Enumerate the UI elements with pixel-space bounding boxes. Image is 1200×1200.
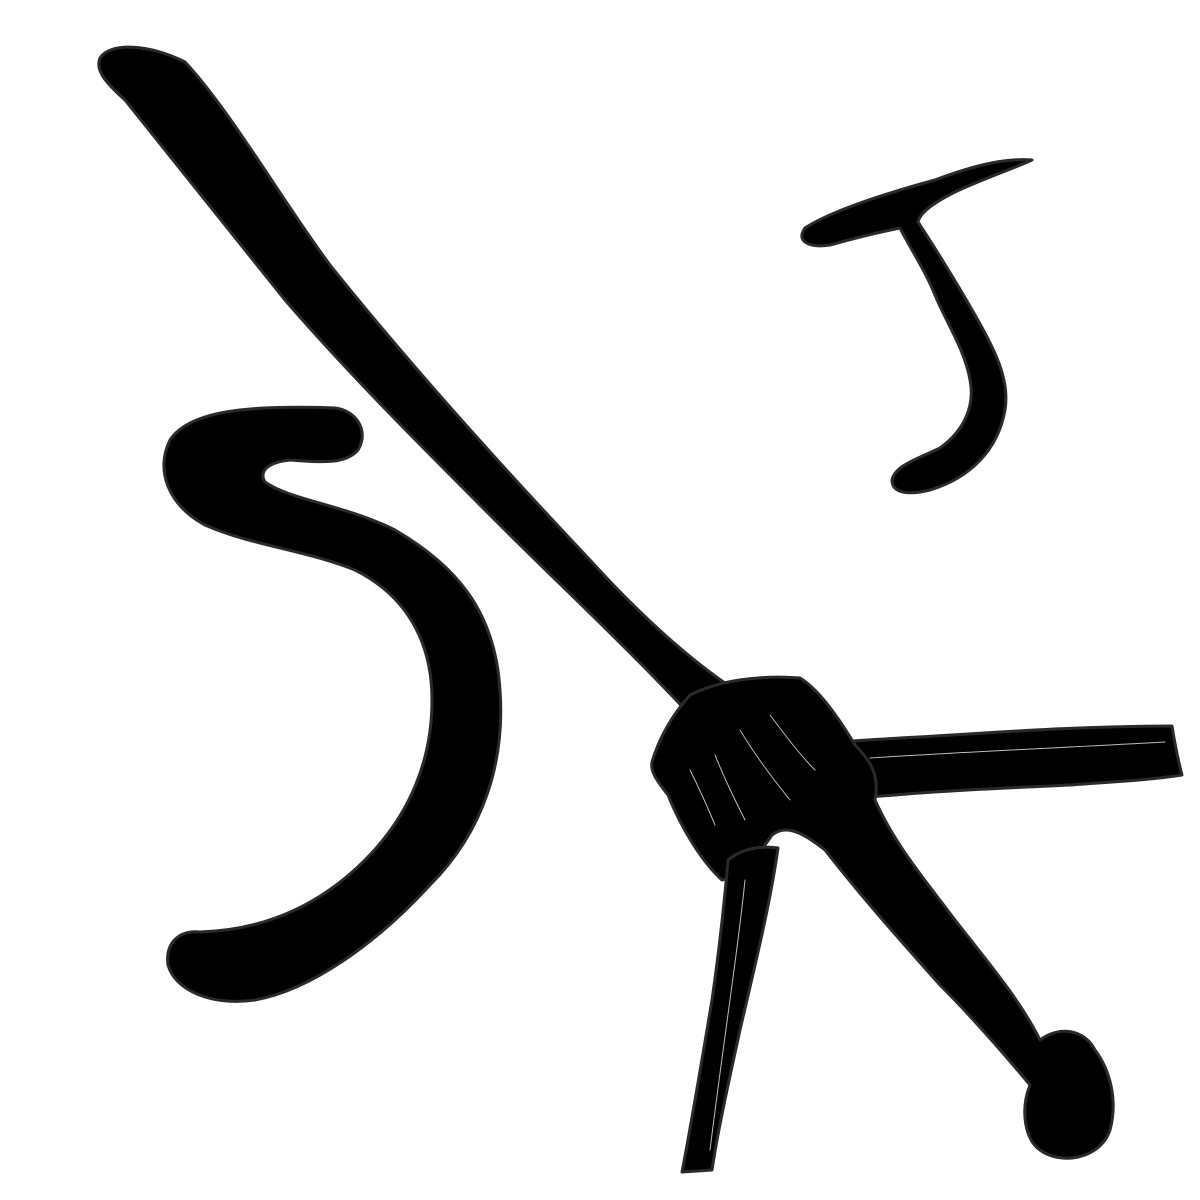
t-hook-stroke — [802, 160, 1032, 493]
lower-left-leg-stroke — [682, 847, 778, 1172]
s-curve-stroke — [164, 407, 501, 1001]
